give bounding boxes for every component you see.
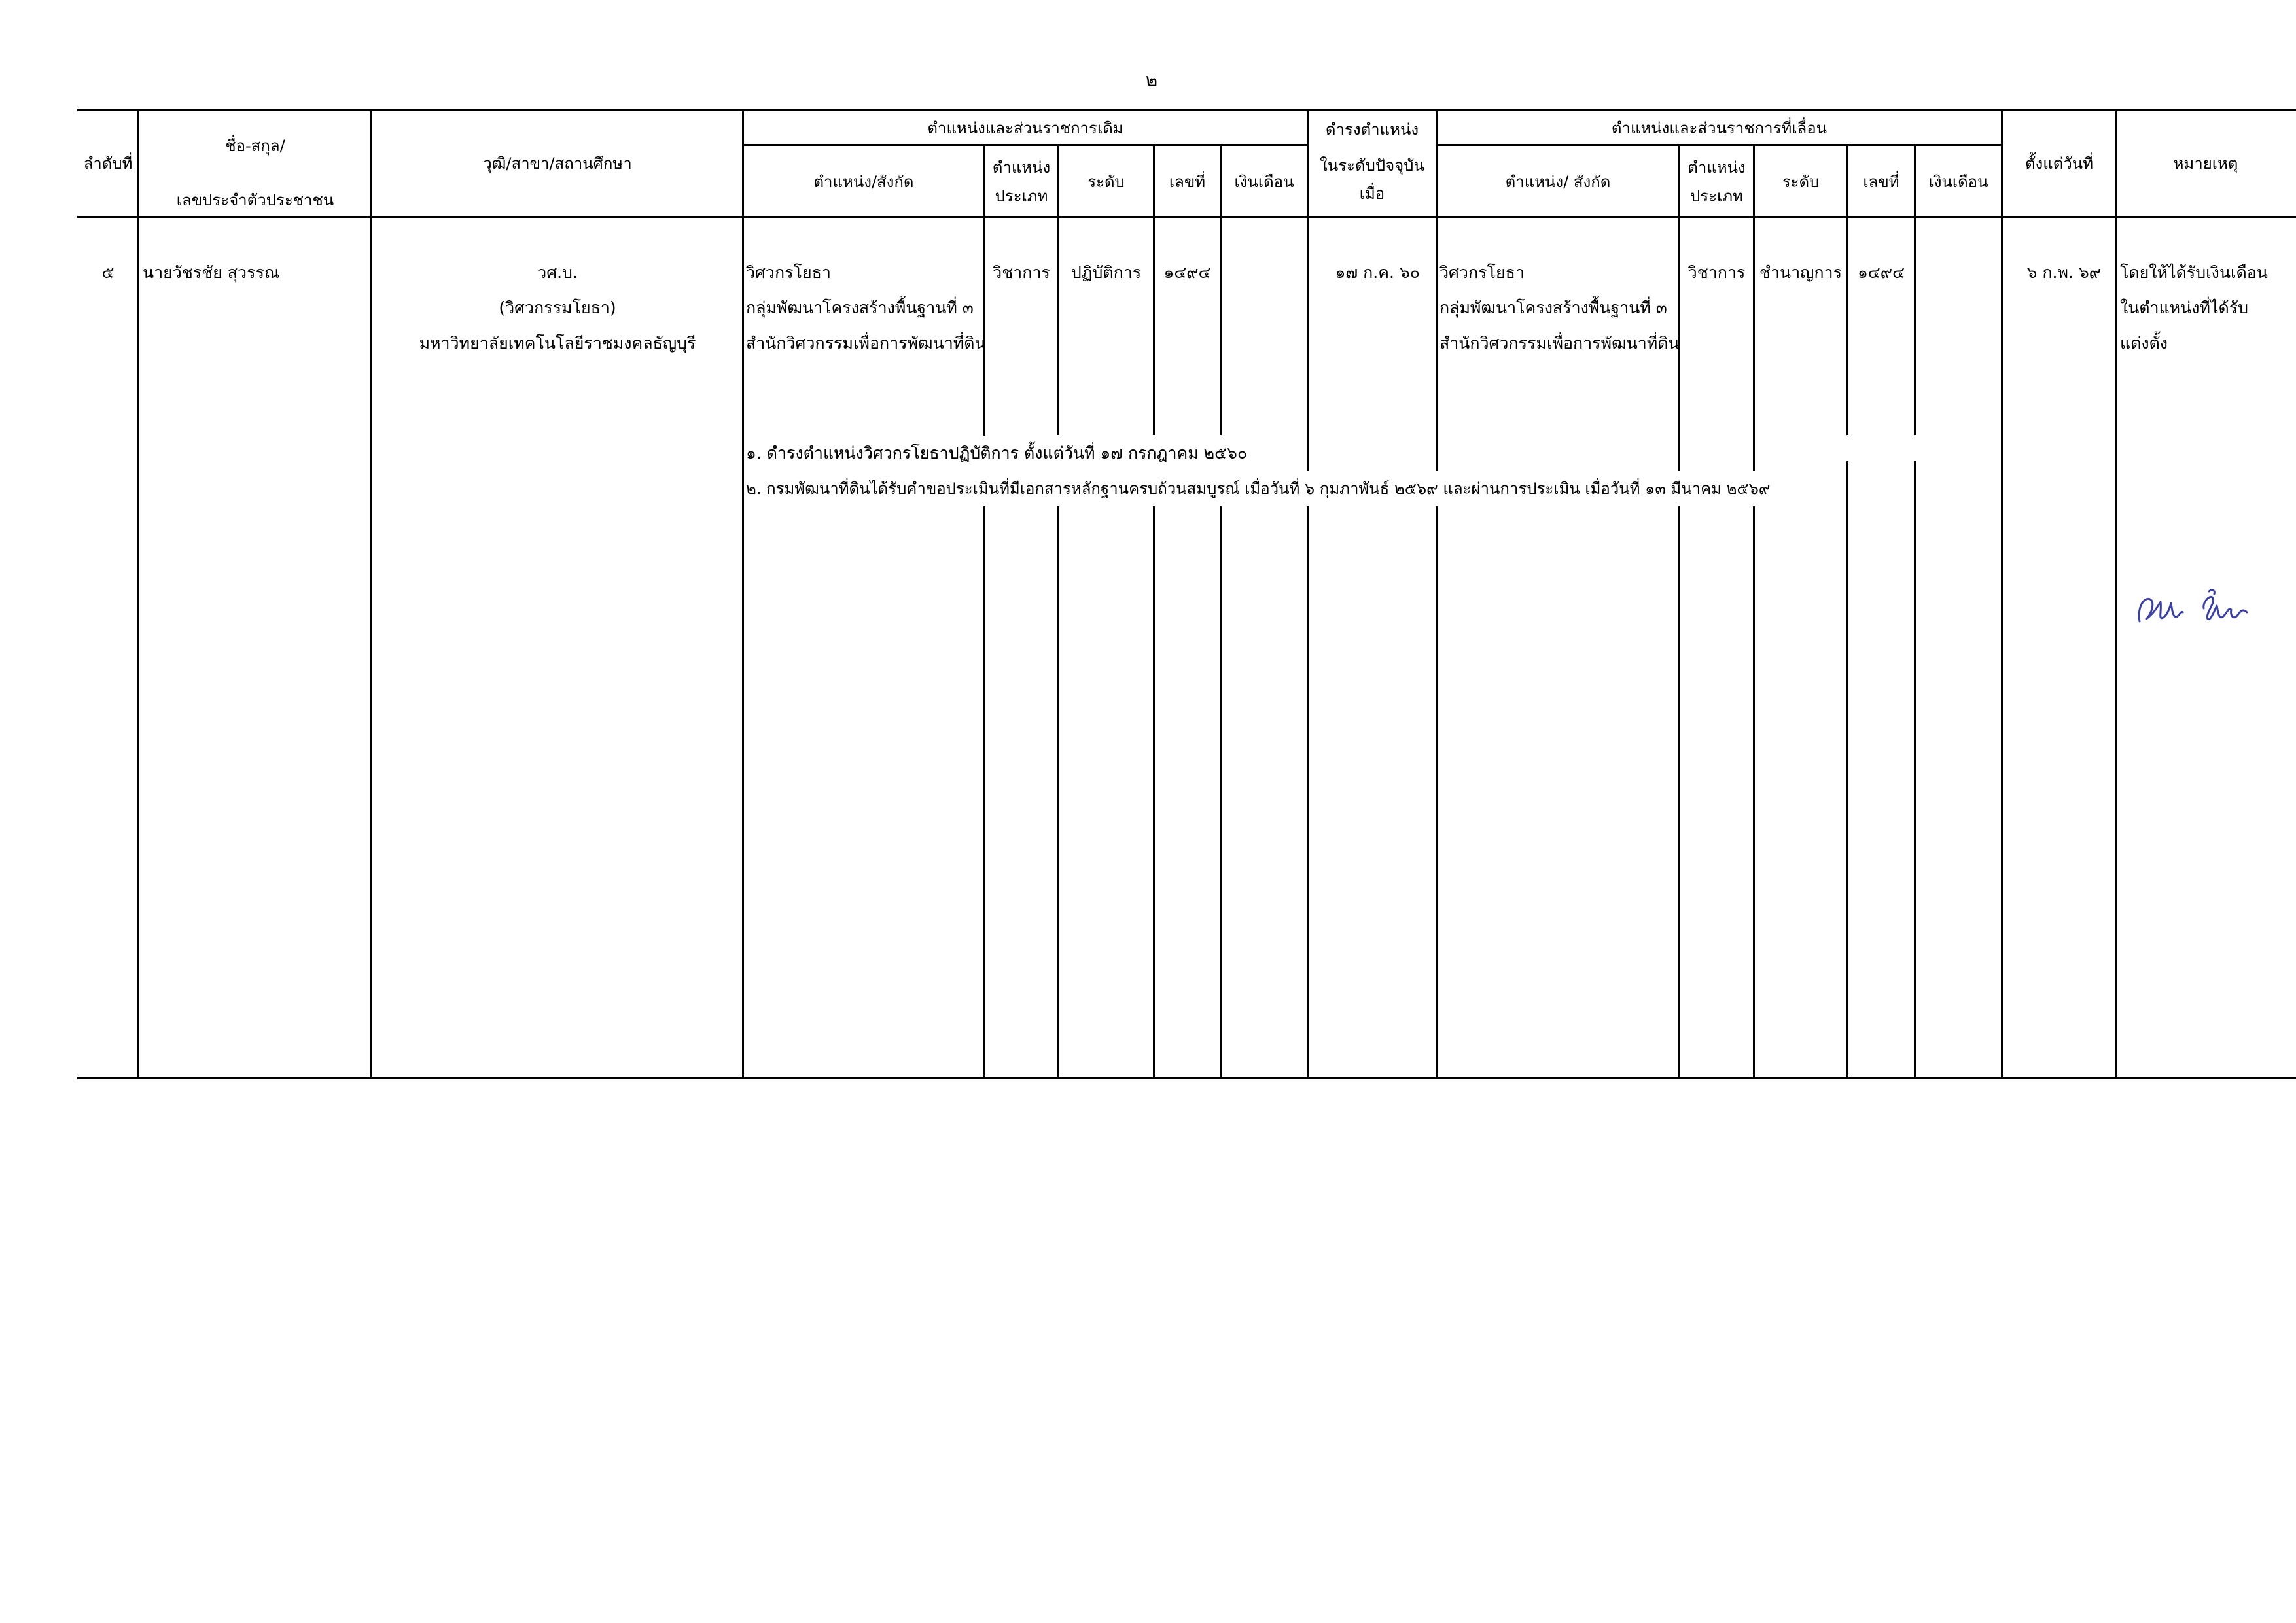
row-old-position-group: กลุ่มพัฒนาโครงสร้างพื้นฐานที่ ๓ [746,298,974,317]
handwritten-signature-icon [2132,582,2263,635]
row-held-since: ๑๗ ก.ค. ๖๐ [1335,263,1420,282]
page-number: ๒ [1145,69,1158,91]
header-new-group: ตำแหน่งและส่วนราชการที่เลื่อน [1611,119,1828,137]
row-note-2: ๒. กรมพัฒนาที่ดินได้รับคำขอประเมินที่มีเอกสารหลักฐานครบถ้วนสมบูรณ์ เมื่อวันที่ ๖ กุมภาพันธ์ ๒๕๖๙ และผ่านการประเมิน เมื่อวันที่ ๑๓ มีนาคม ๒๕๖๙ [746,471,1774,506]
row-new-type: วิชาการ [1687,263,1746,282]
header-new-level: ระดับ [1782,173,1820,191]
header-new-type-line2: ประเภท [1690,187,1743,205]
header-new-type-line1: ตำแหน่ง [1687,158,1746,177]
row-qualification-institution: มหาวิทยาลัยเทคโนโลยีราชมงคลธัญบุรี [419,334,696,353]
col-divider-old-level-lower [1153,497,1155,1079]
header-seq: ลำดับที่ [83,154,133,173]
header-old-group: ตำแหน่งและส่วนราชการเดิม [927,119,1123,137]
row-old-level: ปฏิบัติการ [1070,263,1142,282]
row-new-level: ชำนาญการ [1759,263,1843,282]
row-remarks-line3: แต่งตั้ง [2120,334,2168,353]
header-old-type-line2: ประเภท [995,187,1048,205]
header-new-position: ตำแหน่ง/ สังกัด [1505,173,1611,191]
row-old-position-office: สำนักวิศวกรรมเพื่อการพัฒนาที่ดิน [746,334,986,353]
col-divider-held [1436,109,1438,1079]
col-divider-qualification [742,109,744,1079]
row-name: นายวัชรชัย สุวรรณ [143,263,280,282]
header-name-line1: ชื่อ-สกุล/ [225,137,285,155]
col-divider-effective [2115,109,2117,1079]
header-qualification: วุฒิ/สาขา/สถานศึกษา [483,154,632,173]
col-divider-new-position-lower [1678,497,1680,1079]
row-remarks-line2: ในตำแหน่งที่ได้รับ [2120,298,2249,317]
col-divider-old-position-lower [983,497,985,1079]
col-divider-name [370,109,372,1079]
header-old-type-line1: ตำแหน่ง [992,158,1051,177]
col-divider-seq [137,109,139,1079]
row-old-number: ๑๔๙๔ [1163,263,1211,282]
col-divider-old-number-lower [1220,497,1222,1079]
col-divider-old-type-lower [1057,497,1059,1079]
row-old-type: วิชาการ [993,263,1050,282]
header-held-line3: เมื่อ [1359,184,1385,203]
header-remarks: หมายเหตุ [2173,154,2238,173]
col-divider-new-type-lower [1753,497,1755,1079]
header-new-number: เลขที่ [1863,173,1899,191]
col-divider-new-number-mid [1914,461,1916,497]
row-seq: ๕ [101,263,115,282]
group-subheader-line-old [742,144,1309,146]
header-new-salary: เงินเดือน [1928,173,1988,191]
row-new-position-group: กลุ่มพัฒนาโครงสร้างพื้นฐานที่ ๓ [1439,298,1667,317]
header-held-line1: ดำรงตำแหน่ง [1325,120,1419,139]
header-effective: ตั้งแต่วันที่ [2024,154,2094,173]
header-old-number: เลขที่ [1169,173,1206,191]
group-subheader-line-new [1436,144,2003,146]
table-top-border [77,109,2296,111]
header-bottom-border [77,216,2296,218]
header-old-salary: เงินเดือน [1234,173,1294,191]
table-bottom-border [77,1077,2296,1079]
row-note-1: ๑. ดำรงตำแหน่งวิศวกรโยธาปฏิบัติการ ตั้งแต่วันที่ ๑๗ กรกฎาคม ๒๕๖๐ [746,436,1251,471]
header-held-line2: ในระดับปัจจุบัน [1320,156,1424,175]
row-qualification-major: (วิศวกรรมโยธา) [499,298,616,317]
col-divider-new-number-lower [1914,497,1916,1079]
header-old-level: ระดับ [1087,173,1125,191]
row-effective: ๖ ก.พ. ๖๙ [2026,263,2101,282]
row-new-number: ๑๔๙๔ [1857,263,1905,282]
header-name-line2: เลขประจำตัวประชาชน [176,191,334,209]
header-old-position: ตำแหน่ง/สังกัด [813,173,914,191]
row-old-position-title: วิศวกรโยธา [746,263,831,282]
col-divider-new-level-mid [1846,461,1848,497]
row-remarks-line1: โดยให้ได้รับเงินเดือน [2120,263,2268,282]
row-qualification-degree: วศ.บ. [537,263,578,282]
row-new-position-title: วิศวกรโยธา [1439,263,1525,282]
col-divider-new-level-lower [1846,497,1848,1079]
row-new-position-office: สำนักวิศวกรรมเพื่อการพัฒนาที่ดิน [1439,334,1680,353]
